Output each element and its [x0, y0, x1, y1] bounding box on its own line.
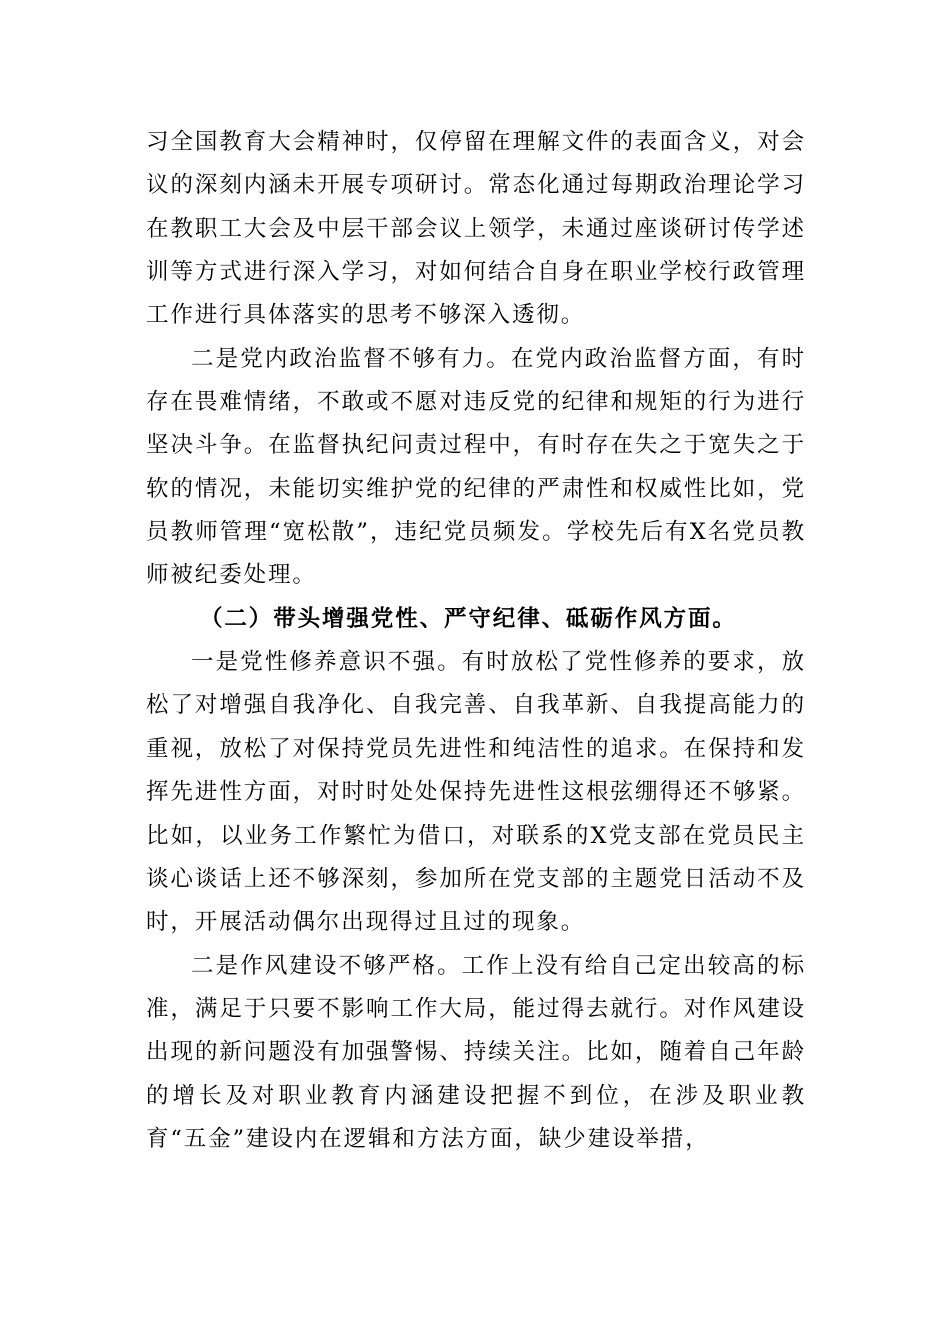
paragraph-study-spirit: 习全国教育大会精神时，仅停留在理解文件的表面含义，对会议的深刻内涵未开展专项研讨。常态化通过每期政治理论学习在教职工大会及中层干部会议上领学，未通过座谈研讨传学述训等方式进行深入学习，对如何结合自身在职业学校行政管理工作进行具体落实的思考不够深入透彻。 [146, 129, 806, 329]
document-body [146, 121, 806, 1161]
paragraph-work-style: 二是作风建设不够严格。工作上没有给自己定出较高的标准，满足于只要不影响工作大局，能过得去就行。对作风建设出现的新问题没有加强警惕、持续关注。比如，随着自己年龄的增长及对职业教育内涵建设把握不到位，在涉及职业教育“五金”建设内在逻辑和方法方面，缺少建设举措， [146, 952, 806, 1152]
paragraph-political-supervision: 二是党内政治监督不够有力。在党内政治监督方面，有时存在畏难情绪，不敢或不愿对违反党的纪律和规矩的行为进行坚决斗争。在监督执纪问责过程中，有时存在失之于宽失之于软的情况，未能切实维护党的纪律的严肃性和权威性比如，党员教师管理“宽松散”，违纪党员频发。学校先后有X名党员教师被纪委处理。 [146, 345, 806, 589]
paragraph-party-cultivation: 一是党性修养意识不强。有时放松了党性修养的要求，放松了对增强自我净化、自我完善、自我革新、自我提高能力的重视，放松了对保持党员先进性和纯洁性的追求。在保持和发挥先进性方面，对时时处处保持先进性这根弦绷得还不够紧。比如，以业务工作繁忙为借口，对联系的X党支部在党员民主谈心谈话上还不够深刻，参加所在党支部的主题党日活动不及时，开展活动偶尔出现得过且过的现象。 [146, 649, 806, 936]
section-heading-party-spirit: （二）带头增强党性、严守纪律、砥砺作风方面。 [200, 605, 737, 632]
